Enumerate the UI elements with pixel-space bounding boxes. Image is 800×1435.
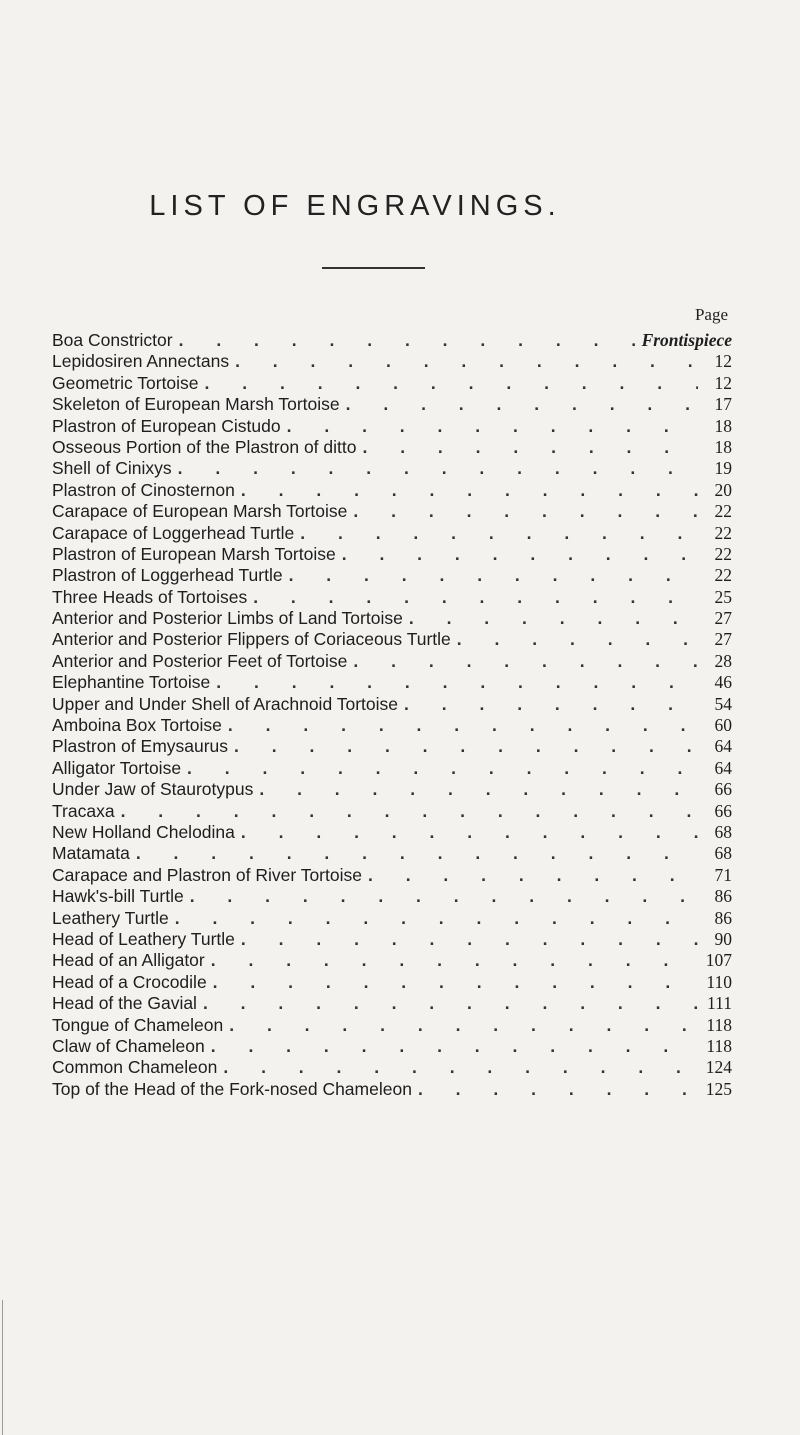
list-item xyxy=(52,715,732,736)
list-item xyxy=(52,544,732,565)
dot-leader xyxy=(235,351,698,372)
page-number: 111 xyxy=(707,993,732,1014)
list-item xyxy=(52,1079,732,1100)
dot-leader xyxy=(216,672,698,693)
list-item xyxy=(52,929,732,950)
engraving-title: Under Jaw of Staurotypus xyxy=(52,779,254,800)
dot-leader xyxy=(418,1079,698,1100)
dot-leader xyxy=(368,865,698,886)
dot-leader xyxy=(404,694,698,715)
page-number: 28 xyxy=(714,650,732,671)
dot-leader xyxy=(213,972,698,993)
page-number: 66 xyxy=(714,779,732,800)
dot-leader xyxy=(342,544,698,565)
page-number: 110 xyxy=(706,971,732,992)
list-item xyxy=(52,458,732,479)
list-item xyxy=(52,565,732,586)
dot-leader xyxy=(241,929,698,950)
dot-leader xyxy=(228,715,698,736)
engraving-title: Head of the Gavial xyxy=(52,993,197,1014)
engraving-title: Plastron of Emysaurus xyxy=(52,736,229,757)
page-number: 22 xyxy=(714,522,732,543)
page-number: 71 xyxy=(714,864,732,885)
list-item xyxy=(52,1015,732,1036)
list-item xyxy=(52,672,732,693)
page-number: 22 xyxy=(714,565,732,586)
engraving-title: Upper and Under Shell of Arachnoid Tortoise xyxy=(52,693,399,714)
page-number: 107 xyxy=(705,950,732,971)
dot-leader xyxy=(121,801,698,822)
engraving-title: Tracaxa xyxy=(52,800,115,821)
page-number: 22 xyxy=(714,543,732,564)
list-item xyxy=(52,373,732,394)
list-item xyxy=(52,779,732,800)
page-number: 54 xyxy=(714,693,732,714)
dot-leader xyxy=(205,373,698,394)
dot-leader xyxy=(353,501,698,522)
dot-leader xyxy=(175,908,698,929)
engraving-title: Anterior and Posterior Limbs of Land Tortoise xyxy=(52,608,403,629)
list-item xyxy=(52,822,732,843)
dot-leader xyxy=(287,416,698,437)
engraving-title: Plastron of European Cistudo xyxy=(52,415,281,436)
engraving-title: Tongue of Chameleon xyxy=(52,1014,224,1035)
page-number: 18 xyxy=(714,436,732,457)
page-number: 12 xyxy=(714,372,732,393)
page-number: 118 xyxy=(706,1014,732,1035)
list-item xyxy=(52,523,732,544)
page-number: 60 xyxy=(714,715,732,736)
list-item xyxy=(52,351,732,372)
dot-leader xyxy=(300,523,698,544)
engraving-title: Plastron of European Marsh Tortoise xyxy=(52,543,336,564)
page-title: LIST OF ENGRAVINGS. xyxy=(149,190,561,222)
page-number: 86 xyxy=(714,907,732,928)
list-item xyxy=(52,758,732,779)
dot-leader xyxy=(211,1036,698,1057)
dot-leader xyxy=(223,1057,698,1078)
page-number: 90 xyxy=(714,928,732,949)
list-item xyxy=(52,1057,732,1078)
dot-leader xyxy=(457,629,698,650)
list-item xyxy=(52,865,732,886)
page-number: 86 xyxy=(714,886,732,907)
page-number: 18 xyxy=(714,415,732,436)
page-number: 68 xyxy=(714,821,732,842)
engraving-title: Plastron of Cinosternon xyxy=(52,479,235,500)
list-item xyxy=(52,843,732,864)
list-item xyxy=(52,908,732,929)
dot-leader xyxy=(241,480,698,501)
page-number: 66 xyxy=(714,800,732,821)
engraving-title: Claw of Chameleon xyxy=(52,1035,205,1056)
dot-leader xyxy=(353,651,698,672)
list-item xyxy=(52,330,732,351)
list-item xyxy=(52,651,732,672)
dot-leader xyxy=(259,779,698,800)
engravings-list xyxy=(52,330,732,1100)
list-item xyxy=(52,394,732,415)
list-item xyxy=(52,1036,732,1057)
engraving-title: New Holland Chelodina xyxy=(52,821,235,842)
engraving-title: Alligator Tortoise xyxy=(52,757,182,778)
list-item xyxy=(52,587,732,608)
dot-leader xyxy=(362,437,698,458)
engraving-title: Top of the Head of the Fork-nosed Chameleon xyxy=(52,1078,412,1099)
list-item xyxy=(52,480,732,501)
engraving-title: Carapace and Plastron of River Tortoise xyxy=(52,864,362,885)
page-number: 64 xyxy=(714,736,732,757)
dot-leader xyxy=(179,330,642,351)
page-number: 125 xyxy=(705,1078,732,1099)
page-number: 12 xyxy=(714,351,732,372)
dot-leader xyxy=(346,394,698,415)
engraving-title: Head of an Alligator xyxy=(52,950,205,971)
page-edge-line xyxy=(2,1300,3,1435)
page-number: Frontispiece xyxy=(641,330,732,350)
engraving-title: Elephantine Tortoise xyxy=(52,672,211,693)
dot-leader xyxy=(211,950,698,971)
list-item xyxy=(52,608,732,629)
list-item xyxy=(52,801,732,822)
dot-leader xyxy=(136,843,698,864)
list-item xyxy=(52,629,732,650)
engraving-title: Hawk's-bill Turtle xyxy=(52,886,184,907)
list-item xyxy=(52,950,732,971)
engraving-title: Matamata xyxy=(52,843,130,864)
engraving-title: Shell of Cinixys xyxy=(52,458,172,479)
engraving-title: Three Heads of Tortoises xyxy=(52,586,248,607)
page-number: 22 xyxy=(714,501,732,522)
page-number: 27 xyxy=(714,629,732,650)
page-number: 68 xyxy=(714,843,732,864)
list-item xyxy=(52,416,732,437)
engraving-title: Carapace of Loggerhead Turtle xyxy=(52,522,295,543)
engraving-title: Boa Constrictor xyxy=(52,330,173,350)
list-item xyxy=(52,694,732,715)
dot-leader xyxy=(234,736,698,757)
page-number: 46 xyxy=(714,672,732,693)
list-item xyxy=(52,886,732,907)
dot-leader xyxy=(190,886,698,907)
engraving-title: Lepidosiren Annectans xyxy=(52,351,230,372)
dot-leader xyxy=(289,565,698,586)
engraving-title: Carapace of European Marsh Tortoise xyxy=(52,501,348,522)
list-item xyxy=(52,736,732,757)
dot-leader xyxy=(409,608,698,629)
engraving-title: Skeleton of European Marsh Tortoise xyxy=(52,394,340,415)
dot-leader xyxy=(241,822,698,843)
page-number: 17 xyxy=(714,394,732,415)
page-column-label: Page xyxy=(694,305,728,324)
engraving-title: Head of a Crocodile xyxy=(52,971,207,992)
dot-leader xyxy=(229,1015,698,1036)
engraving-title: Plastron of Loggerhead Turtle xyxy=(52,565,283,586)
engraving-title: Osseous Portion of the Plastron of ditto xyxy=(52,436,357,457)
dot-leader xyxy=(203,993,698,1014)
engraving-title: Common Chameleon xyxy=(52,1057,218,1078)
engraving-title: Anterior and Posterior Flippers of Coriaceous Turtle xyxy=(52,629,451,650)
engraving-title: Geometric Tortoise xyxy=(52,372,199,393)
dot-leader xyxy=(253,587,698,608)
engraving-title: Amboina Box Tortoise xyxy=(52,715,222,736)
page-number: 20 xyxy=(714,479,732,500)
list-item xyxy=(52,437,732,458)
list-item xyxy=(52,501,732,522)
dot-leader xyxy=(187,758,698,779)
list-item xyxy=(52,993,732,1014)
page-number: 64 xyxy=(714,757,732,778)
engraving-title: Leathery Turtle xyxy=(52,907,169,928)
page-number: 25 xyxy=(714,586,732,607)
engraving-title: Head of Leathery Turtle xyxy=(52,928,235,949)
page-number: 19 xyxy=(714,458,732,479)
page-number: 27 xyxy=(714,608,732,629)
page-number: 118 xyxy=(706,1035,732,1056)
list-item xyxy=(52,972,732,993)
dot-leader xyxy=(178,458,698,479)
page-number: 124 xyxy=(705,1057,732,1078)
title-divider xyxy=(322,267,425,269)
engraving-title: Anterior and Posterior Feet of Tortoise xyxy=(52,650,348,671)
